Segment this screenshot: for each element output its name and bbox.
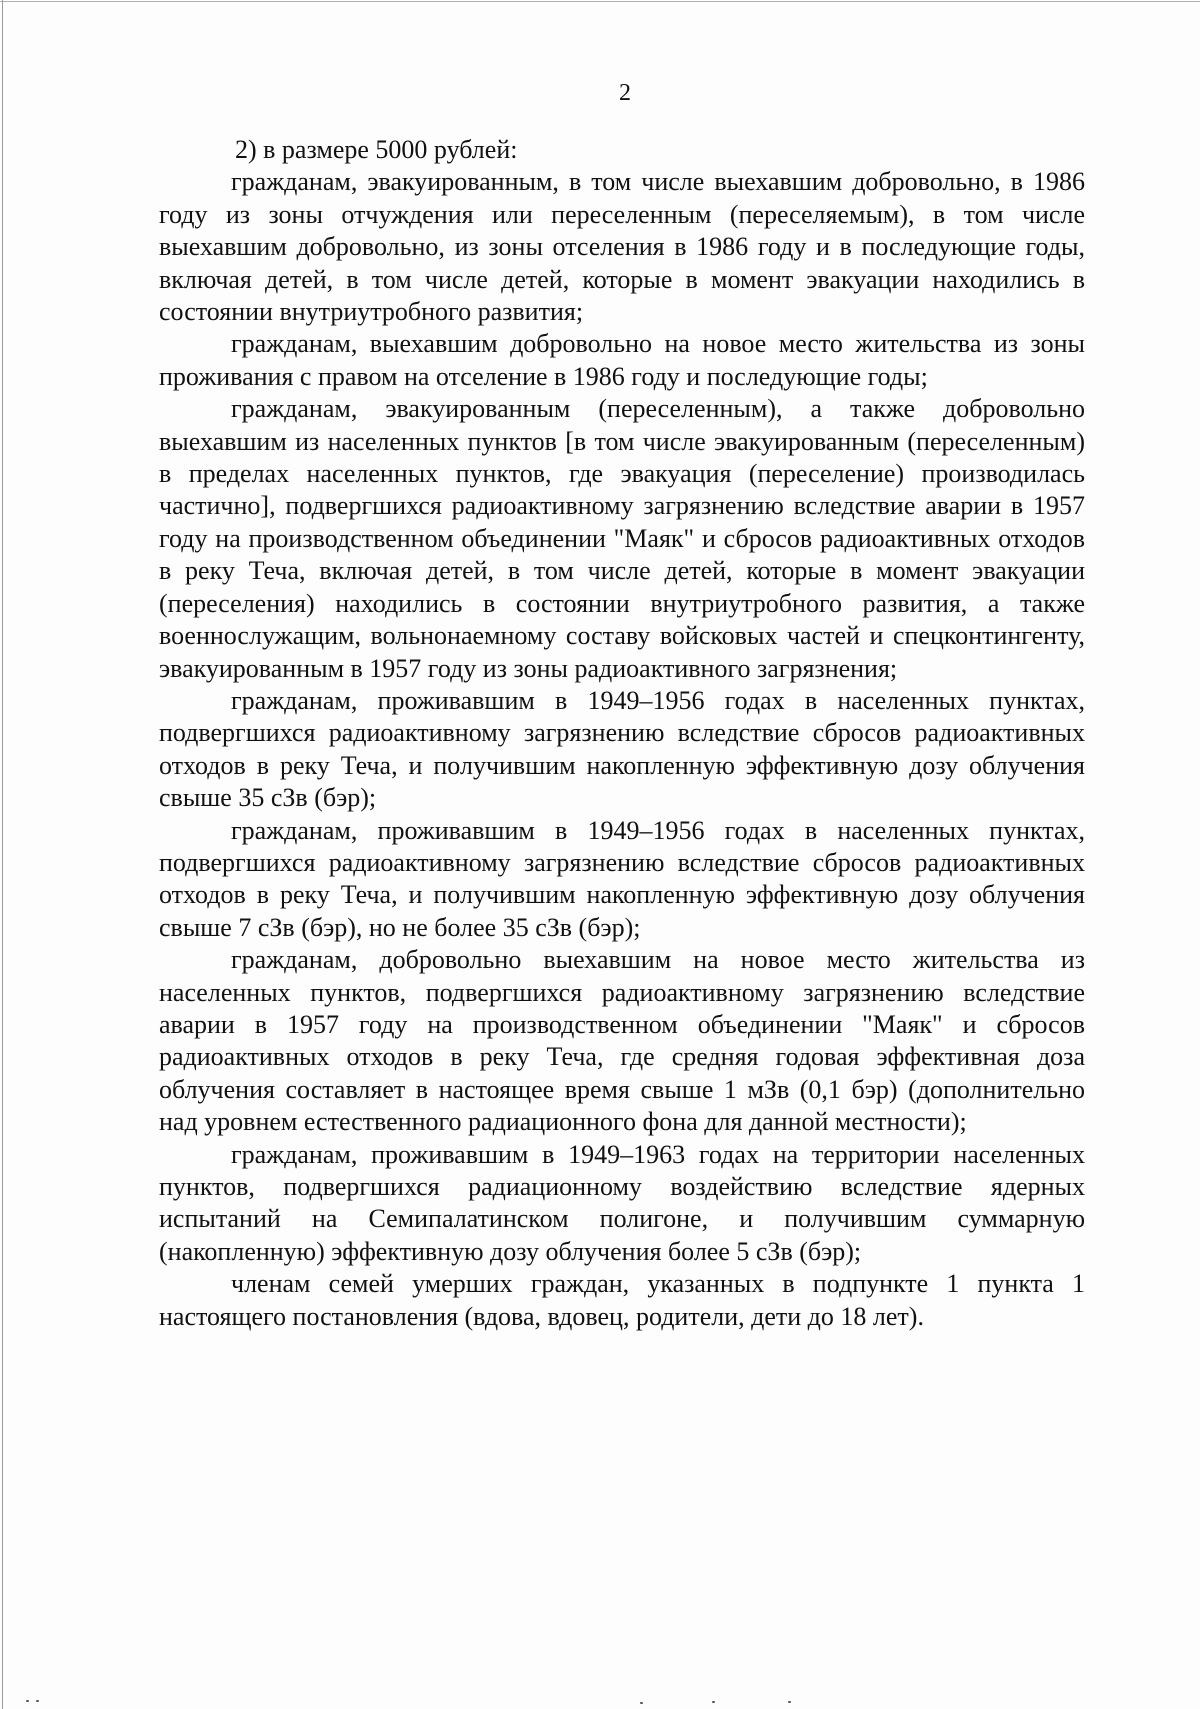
- paragraph-3: гражданам, эвакуированным (переселенным), а также добровольно выехавшим из населенных пунктов [в том числе эвакуированным (переселенным) в пределах населенных пунктов, где эвакуация (переселение) производилась частично], подвергшихся радиоактивному загрязнению вследствие аварии в 1957 году на производственном объединении "Маяк" и сбросов радиоактивных отходов в реку Теча, включая детей, в том числе детей, которые в момент эвакуации (переселения) находились в состоянии внутриутробного развития, а также военнослужащим, вольнонаемному составу войсковых частей и спецконтингенту, эвакуированным в 1957 году из зоны радиоактивного загрязнения;: [159, 394, 1085, 683]
- paragraph-1: гражданам, эвакуированным, в том числе выехавшим добровольно, в 1986 году из зоны отчуждения или переселенным (переселяемым), в том числе выехавшим добровольно, из зоны отселения в 1986 году и в последующие годы, включая детей, в том числе детей, которые в момент эвакуации находились в состоянии внутриутробного развития;: [159, 167, 1085, 327]
- paragraph-7: гражданам, проживавшим в 1949–1963 годах на территории населенных пунктов, подвергшихся радиационному воздействию вследствие ядерных испытаний на Семипалатинском полигоне, и получившим суммарную (накопленную) эффективную дозу облучения более 5 сЗв (бэр);: [159, 1139, 1085, 1266]
- page-number: 2: [619, 80, 631, 106]
- scan-speck: [26, 1700, 29, 1702]
- paragraph-4: гражданам, проживавшим в 1949–1956 годах в населенных пунктах, подвергшихся радиоактивному загрязнению вследствие сбросов радиоактивных отходов в реку Теча, и получившим накопленную эффективную дозу облучения свыше 35 сЗв (бэр);: [159, 685, 1085, 813]
- scan-speck: [712, 1701, 715, 1703]
- list-item-heading: 2) в размере 5000 рублей:: [235, 135, 518, 164]
- paragraph-2: гражданам, выехавшим добровольно на новое место жительства из зоны проживания с правом на отселение в 1986 году и последующие годы;: [159, 329, 1085, 391]
- scan-edge-left: [2, 0, 3, 1709]
- paragraph-6: гражданам, добровольно выехавшим на новое место жительства из населенных пунктов, подвергшихся радиоактивному загрязнению вследствие аварии в 1957 году на производственном объединении "Маяк" и сбросов радиоактивных отходов в реку Теча, где средняя годовая эффективная доза облучения составляет в настоящее время свыше 1 мЗв (0,1 бэр) (дополнительно над уровнем естественного радиационного фона для данной местности);: [159, 945, 1085, 1137]
- scan-speck: [788, 1701, 791, 1703]
- paragraph-8: членам семей умерших граждан, указанных в подпункте 1 пункта 1 настоящего постановления (вдова, вдовец, родители, дети до 18 лет).: [159, 1269, 1085, 1331]
- scan-edge-top: [0, 1, 1200, 2]
- scan-speck: [36, 1700, 39, 1702]
- scan-speck: [640, 1702, 643, 1704]
- paragraph-5: гражданам, проживавшим в 1949–1956 годах в населенных пунктах, подвергшихся радиоактивному загрязнению вследствие сбросов радиоактивных отходов в реку Теча, и получившим накопленную эффективную дозу облучения свыше 7 сЗв (бэр), но не более 35 сЗв (бэр);: [159, 815, 1085, 942]
- document-body: [159, 134, 1085, 1333]
